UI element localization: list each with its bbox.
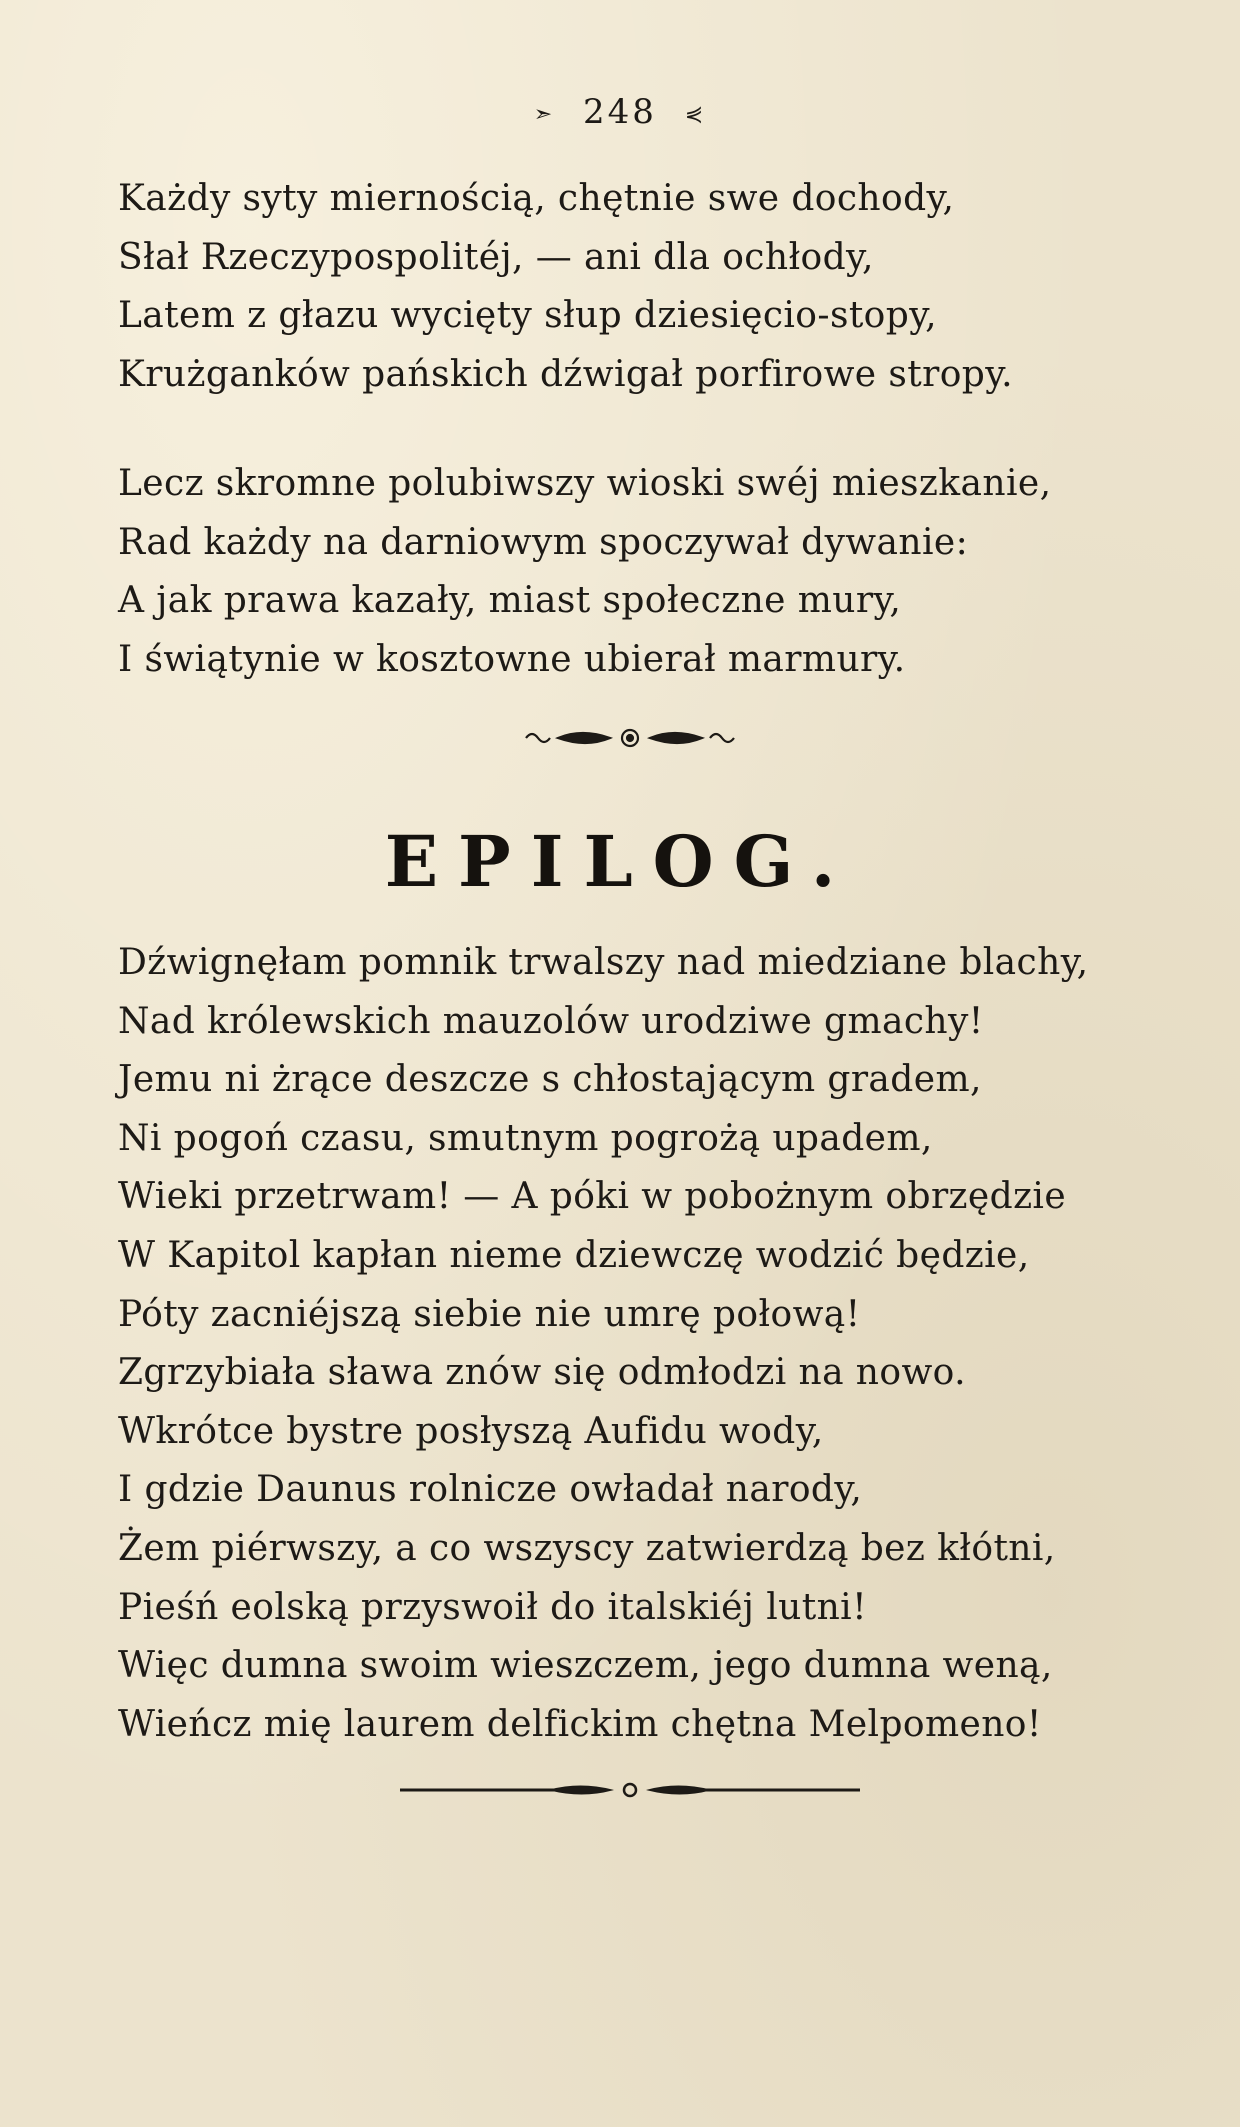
- verse-line: W Kapitol kapłan nieme dziewczę wodzić będzie,: [118, 1234, 1030, 1276]
- flourish-divider-icon: [520, 718, 740, 758]
- verse-line: Krużganków pańskich dźwigał porfirowe stropy.: [118, 353, 1014, 395]
- section-title: EPILOG.: [384, 820, 856, 903]
- verse-line: Lecz skromne polubiwszy wioski swéj mieszkanie,: [118, 463, 1052, 504]
- verse-line: Każdy syty miernością, chętnie swe dochody,: [118, 178, 955, 219]
- right-ornament-icon: ⋞: [684, 101, 707, 127]
- verse-line: Rad każdy na darniowym spoczywał dywanie:: [118, 521, 969, 563]
- end-rule-icon: [400, 1772, 860, 1808]
- verse-line: Wkrótce bystre posłyszą Aufidu wody,: [118, 1410, 824, 1452]
- verse-line: I gdzie Daunus rolnicze owładał narody,: [118, 1469, 863, 1511]
- verse-line: A jak prawa kazały, miast społeczne mury,: [118, 580, 902, 621]
- stanza-1: [118, 170, 1138, 404]
- verse-line: Żem piérwszy, a co wszyscy zatwierdzą bez kłótni,: [118, 1527, 1056, 1569]
- page-header: [0, 92, 1240, 132]
- stanza-2: [118, 455, 1138, 689]
- verse-line: Wieki przetrwam! — A póki w pobożnym obrzędzie: [118, 1176, 1067, 1218]
- verse-line: Więc dumna swoim wieszczem, jego dumna weną,: [118, 1645, 1053, 1687]
- verse-line: Jemu ni żrące deszcze s chłostającym gradem,: [118, 1059, 982, 1101]
- verse-line: Wieńcz mię laurem delfickim chętna Melpomeno!: [118, 1703, 1042, 1745]
- verse-line: Latem z głazu wycięty słup dziesięcio-stopy,: [118, 295, 938, 336]
- page-number: 248: [583, 92, 657, 132]
- verse-line: Zgrzybiała sława znów się odmłodzi na nowo.: [118, 1352, 966, 1394]
- verse-line: Nad królewskich mauzolów urodziwe gmachy!: [118, 1000, 984, 1042]
- verse-line: Póty zacniéjszą siebie nie umrę połową!: [118, 1293, 861, 1335]
- verse-line: Pieśń eolską przyswoił do italskiéj lutni!: [118, 1586, 867, 1628]
- verse-line: Ni pogoń czasu, smutnym pogrożą upadem,: [118, 1117, 933, 1159]
- verse-line: Dźwignęłam pomnik trwalszy nad miedziane blachy,: [118, 942, 1089, 983]
- epilog-stanza: [118, 934, 1138, 1754]
- left-ornament-icon: ➣: [533, 101, 556, 127]
- verse-line: Słał Rzeczypospolitéj, — ani dla ochłody,: [118, 236, 874, 278]
- verse-line: I świątynie w kosztowne ubierał marmury.: [118, 638, 906, 680]
